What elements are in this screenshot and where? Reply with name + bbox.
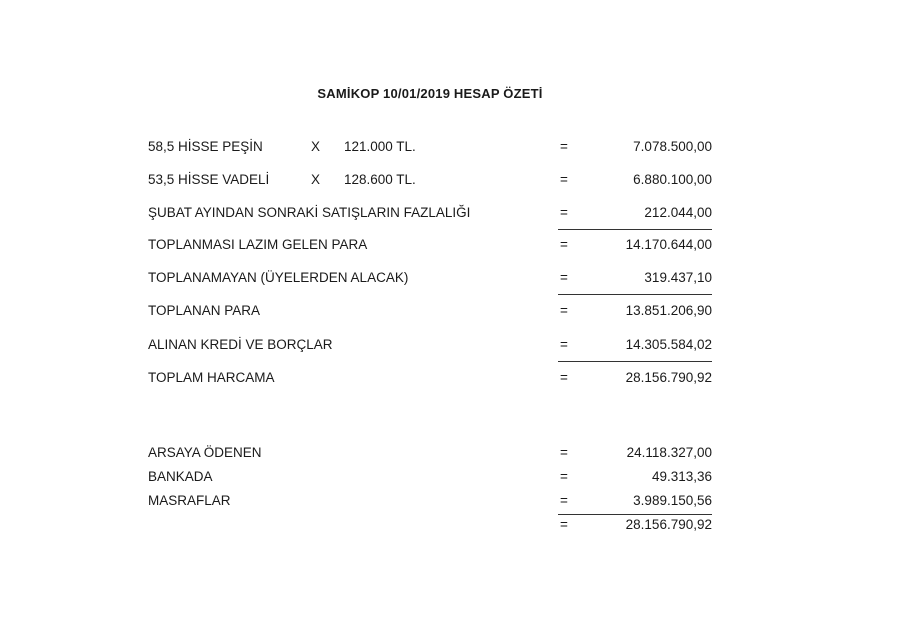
equals-sign: = [560,139,568,154]
row-label: TOPLANAN PARA [148,303,261,318]
equals-sign: = [560,493,568,508]
row-amount: 3.989.150,56 [633,493,712,508]
summary-row-uncollected [148,268,712,288]
row-label: MASRAFLAR [148,493,231,508]
row-label: ALINAN KREDİ VE BORÇLAR [148,337,333,352]
row-label: 58,5 HİSSE PEŞİN [148,139,263,154]
row-label: TOPLANMASI LAZIM GELEN PARA [148,237,368,252]
row-amount: 6.880.100,00 [633,172,712,187]
equals-sign: = [560,445,568,460]
breakdown-row-in-bank [148,467,712,487]
equals-sign: = [560,337,568,352]
breakdown-row-expenses [148,491,712,511]
total-rule [558,361,712,362]
row-label: 53,5 HİSSE VADELİ [148,172,270,187]
row-amount: 28.156.790,92 [625,517,712,532]
subtotal-rule [558,294,712,295]
row-amount: 13.851.206,90 [625,303,712,318]
row-label: ARSAYA ÖDENEN [148,445,262,460]
summary-row-total-spending [148,368,712,388]
equals-sign: = [560,172,568,187]
equals-sign: = [560,270,568,285]
summary-row-sales-surplus [148,203,712,223]
row-amount: 49.313,36 [651,469,712,484]
unit-price: 121.000 TL. [344,139,416,154]
equals-sign: = [560,237,568,252]
equals-sign: = [560,469,568,484]
breakdown-row-land-payment [148,443,712,463]
multiply-sign: X [311,172,321,187]
summary-row-cash-shares [148,137,712,157]
equals-sign: = [560,303,568,318]
row-amount: 28.156.790,92 [625,370,712,385]
summary-row-collected [148,301,712,321]
summary-row-loans-debts [148,335,712,355]
row-amount: 212.044,00 [644,205,712,220]
row-label: TOPLANAMAYAN (ÜYELERDEN ALACAK) [148,270,409,285]
row-label: BANKADA [148,469,213,484]
row-amount: 14.170.644,00 [625,237,712,252]
summary-row-required-total [148,235,712,255]
row-amount: 14.305.584,02 [625,337,712,352]
row-amount: 7.078.500,00 [633,139,712,154]
row-amount: 24.118.327,00 [626,445,712,460]
breakdown-row-total [148,515,712,535]
equals-sign: = [560,517,568,532]
summary-row-deferred-shares [148,170,712,190]
equals-sign: = [560,370,568,385]
equals-sign: = [560,205,568,220]
unit-price: 128.600 TL. [344,172,416,187]
row-label: ŞUBAT AYINDAN SONRAKİ SATIŞLARIN FAZLALIĞI [148,205,471,220]
document-title: SAMİKOP 10/01/2019 HESAP ÖZETİ [317,86,543,101]
multiply-sign: X [311,139,321,154]
subtotal-rule [558,229,712,230]
row-label: TOPLAM HARCAMA [148,370,275,385]
row-amount: 319.437,10 [644,270,712,285]
